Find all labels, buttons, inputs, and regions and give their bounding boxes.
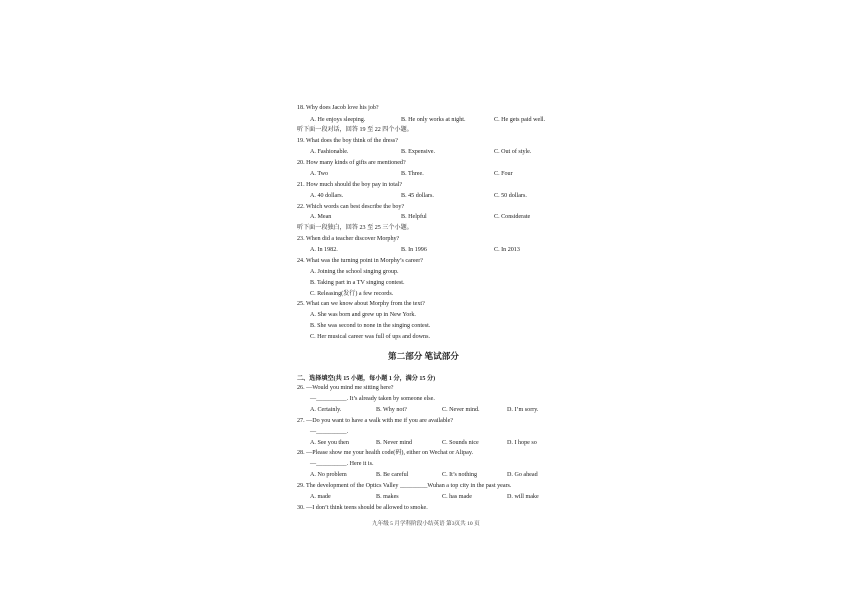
section-two-instruction: 二、选择填空(共 15 小题，每小题 1 分，满分 15 分) [297,376,436,382]
question-29-option-b: B. makes [376,494,399,500]
question-22-option-c: C. Considerate [494,214,531,220]
question-24-option-a: A. Joining the school singing group. [310,269,399,275]
question-20-stem: 20. How many kinds of gifts are mentioned? [297,160,406,166]
question-26-answer-line: —__________. It’s already taken by someone else. [310,396,435,402]
question-28-option-b: B. Be careful [376,472,409,478]
question-26-option-b: B. Why not? [376,407,407,413]
question-30-stem: 30. —I don’t think teens should be allowed to smoke. [297,505,428,511]
question-26-option-d: D. I’m sorry. [507,407,539,413]
question-24-stem: 24. What was the turning point in Morphy’s career? [297,258,423,264]
question-29-stem: 29. The development of the Optics Valley _________Wuhan a top city in the past years. [297,483,512,489]
question-18-option-c: C. He gets paid well. [494,117,546,123]
question-27-stem: 27. —Do you want to have a walk with me if you are available? [297,418,454,424]
question-27-answer-line: —__________. [310,429,349,435]
question-21-option-b: B. 45 dollars. [401,193,434,199]
question-23-option-c: C. In 2013 [494,247,520,253]
question-23-stem: 23. When did a teacher discover Morphy? [297,236,400,242]
listening-instruction-19: 听下面一段对话，回答 19 至 22 四个小题。 [297,127,413,133]
question-26-option-a: A. Certainly. [310,407,342,413]
question-22-option-a: A. Mean [310,214,332,220]
question-25-stem: 25. What can we know about Morphy from the text? [297,301,425,307]
question-21-option-c: C. 50 dollars. [494,193,527,199]
question-27-option-d: D. I hope so [507,440,537,446]
question-22-option-b: B. Helpful [401,214,427,220]
question-25-option-a: A. She was born and grew up in New York. [310,312,416,318]
question-27-option-c: C. Sounds nice [442,440,479,446]
question-29-option-c: C. has made [442,494,472,500]
question-24-option-c: C. Releasing(发行) a few records. [310,291,394,297]
question-23-option-b: B. In 1996 [401,247,427,253]
question-28-answer-line: —__________. Here it is. [310,461,374,467]
listening-instruction-23: 听下面一段独白，回答 23 至 25 三个小题。 [297,225,413,231]
question-23-option-a: A. In 1982. [310,247,338,253]
question-21-stem: 21. How much should the boy pay in total? [297,182,403,188]
question-26-option-c: C. Never mind. [442,407,480,413]
question-25-option-c: C. Her musical career was full of ups and downs. [310,334,430,340]
question-19-stem: 19. What does the boy think of the dress? [297,138,398,144]
question-19-option-c: C. Out of style. [494,149,532,155]
question-24-option-b: B. Taking part in a TV singing contest. [310,280,405,286]
question-20-option-b: B. Three. [401,171,424,177]
question-28-option-c: C. It’s nothing [442,472,478,478]
question-27-option-a: A. See you then [310,440,349,446]
question-28-option-d: D. Go ahead [507,472,538,478]
question-19-option-a: A. Fashionable. [310,149,349,155]
question-26-stem: 26. —Would you mind me sitting here? [297,385,394,391]
question-20-option-c: C. Four [494,171,513,177]
question-29-option-a: A. made [310,494,331,500]
question-18-option-b: B. He only works at night. [401,117,466,123]
question-19-option-b: B. Expensive. [401,149,436,155]
question-18-stem: 18. Why does Jacob love his job? [297,105,379,111]
question-25-option-b: B. She was second to none in the singing contest. [310,323,431,329]
page-footer: 九年级 5 月学科阶段小结英语 第3页共 10 页 [372,521,480,527]
question-21-option-a: A. 40 dollars. [310,193,344,199]
question-18-option-a: A. He enjoys sleeping. [310,117,366,123]
part-two-title: 第二部分 笔试部分 [388,351,459,361]
question-29-option-d: D. will make [507,494,539,500]
question-22-stem: 22. Which words can best describe the boy? [297,204,405,210]
question-28-stem: 28. —Please show me your health code(码), either on Wechat or Alipay. [297,450,474,456]
question-27-option-b: B. Never mind [376,440,413,446]
question-20-option-a: A. Two [310,171,329,177]
question-28-option-a: A. No problem [310,472,347,478]
